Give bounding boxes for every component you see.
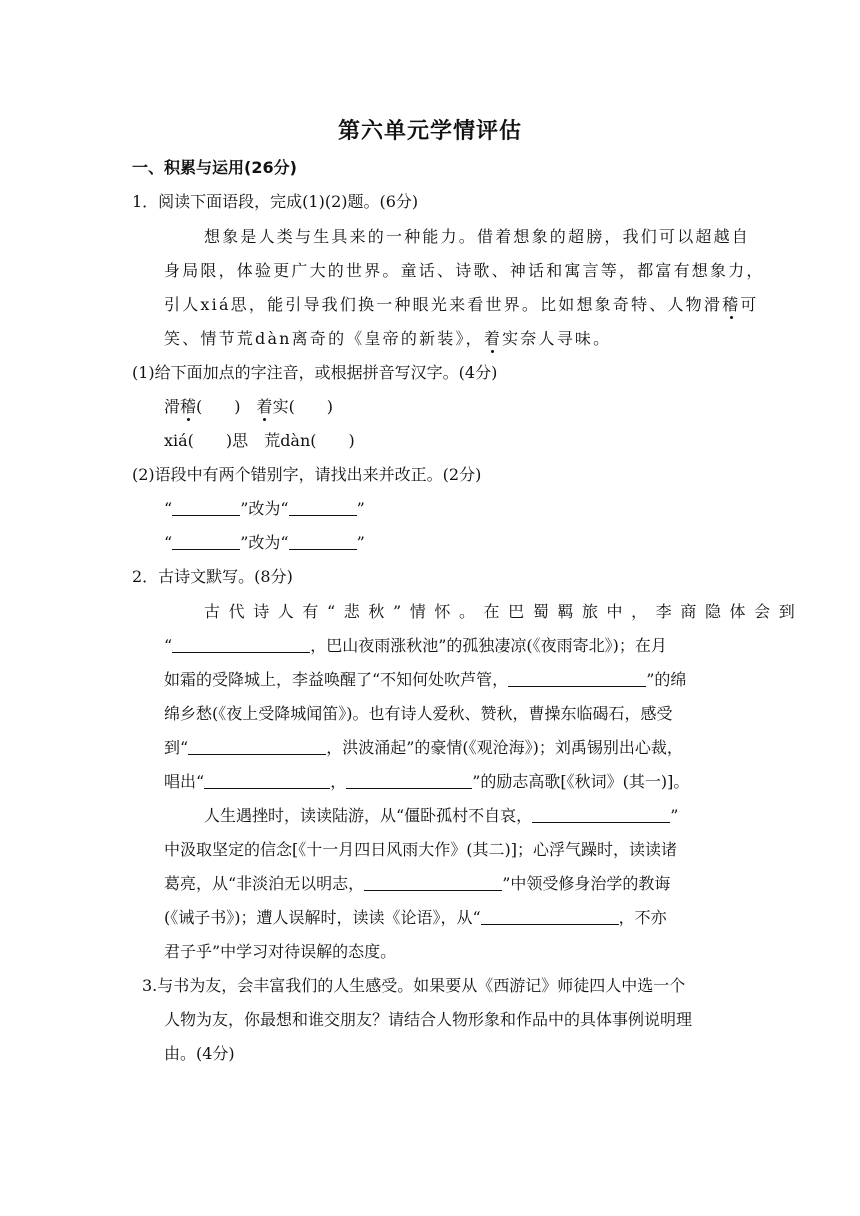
answer-blank[interactable] [204, 772, 330, 789]
q1-sub1-prompt: (1)给下面加点的字注音，或根据拼音写汉字。(4分) [132, 363, 498, 382]
q2-p1-line-1: 古代诗人有“悲秋”情怀。在巴蜀羁旅中，李商隐体会到 [204, 602, 804, 621]
q1-sub2-row1: “ ”改为“ ” [164, 499, 365, 518]
answer-blank[interactable] [172, 499, 240, 516]
q2-stem: 2．古诗文默写。(8分) [132, 567, 293, 586]
q3-line-1: 3.与书为友，会丰富我们的人生感受。如果要从《西游记》师徒四人中选一个 [142, 976, 686, 995]
q2-p1-line-5: 到“ ，洪波涌起”的豪情(《观沧海》)；刘禹锡别出心裁， [164, 738, 683, 757]
q3-line-3: 由。(4分) [164, 1044, 235, 1063]
q2-p1-line-2: “ ，巴山夜雨涨秋池”的孤独凄凉(《夜雨寄北》)；在月 [164, 636, 667, 655]
answer-blank[interactable] [172, 533, 240, 550]
q1-stem: 1．阅读下面语段，完成(1)(2)题。(6分) [132, 192, 419, 211]
q1-sub1-row2 [164, 430, 355, 452]
q2-p2-line-5: 君子乎”中学习对待误解的态度。 [164, 942, 397, 961]
answer-blank[interactable] [289, 499, 357, 516]
answer-slot-dan[interactable]: 荒dàn( ) [264, 431, 355, 450]
q2-p2-line-1: 人生遇挫时，读读陆游，从“僵卧孤村不自哀， ” [204, 806, 679, 825]
answer-blank[interactable] [172, 636, 310, 653]
answer-blank[interactable] [364, 874, 502, 891]
answer-blank[interactable] [188, 738, 326, 755]
q1-sub1-row1 [164, 396, 333, 418]
q2-p1-line-6: 唱出“ ， ”的励志高歌[《秋词》(其一)]。 [164, 772, 690, 791]
q2-p2-line-2: 中汲取坚定的信念[《十一月四日风雨大作》(其二)]；心浮气躁时，读读诸 [164, 840, 677, 859]
q1-passage-line-3: 引人xiá思，能引导我们换一种眼光来看世界。比如想象奇特、人物滑稽可 [164, 295, 759, 314]
answer-slot-zhuoshi[interactable]: 着实( ) [256, 397, 334, 416]
q2-p2-line-4: (《诫子书》)；遭人误解时，读读《论语》，从“ ，不亦 [164, 908, 667, 927]
q1-sub2-prompt: (2)语段中有两个错别字，请找出来并改正。(2分) [132, 465, 482, 484]
emphasis-dot-ji: 稽 [722, 295, 741, 314]
q1-passage-line-2: 身局限，体验更广大的世界。童话、诗歌、神话和寓言等，都富有想象力， [164, 261, 765, 280]
answer-blank[interactable] [481, 908, 619, 925]
q2-p1-line-4: 绵乡愁(《夜上受降城闻笛》)。也有诗人爱秋、赞秋，曹操东临碣石，感受 [164, 704, 673, 723]
answer-blank[interactable] [346, 772, 472, 789]
answer-blank[interactable] [532, 806, 670, 823]
answer-slot-xia[interactable]: xiá( )思 [164, 431, 249, 450]
q3-line-2: 人物为友，你最想和谁交朋友？请结合人物形象和作品中的具体事例说明理 [164, 1010, 693, 1029]
q2-p2-line-3: 葛亮，从“非淡泊无以明志， ”中领受修身治学的教诲 [164, 874, 671, 893]
q2-p1-line-3: 如霜的受降城上，李益唤醒了“不知何处吹芦管， ”的绵 [164, 670, 687, 689]
answer-slot-huaji[interactable]: 滑稽( ) [164, 397, 241, 416]
answer-blank[interactable] [508, 670, 646, 687]
emphasis-dot-zhuo: 着 [483, 329, 503, 348]
q1-passage-line-1: 想象是人类与生具来的一种能力。借着想象的超膀，我们可以超越自 [204, 227, 751, 246]
answer-blank[interactable] [289, 533, 357, 550]
section-heading: 一、积累与运用(26分) [132, 158, 297, 177]
q1-passage-line-4: 笑、情节荒dàn离奇的《皇帝的新装》，着实奈人寻味。 [164, 329, 612, 348]
q1-sub2-row2: “ ”改为“ ” [164, 533, 365, 552]
page-title: 第六单元学情评估 [337, 119, 522, 144]
